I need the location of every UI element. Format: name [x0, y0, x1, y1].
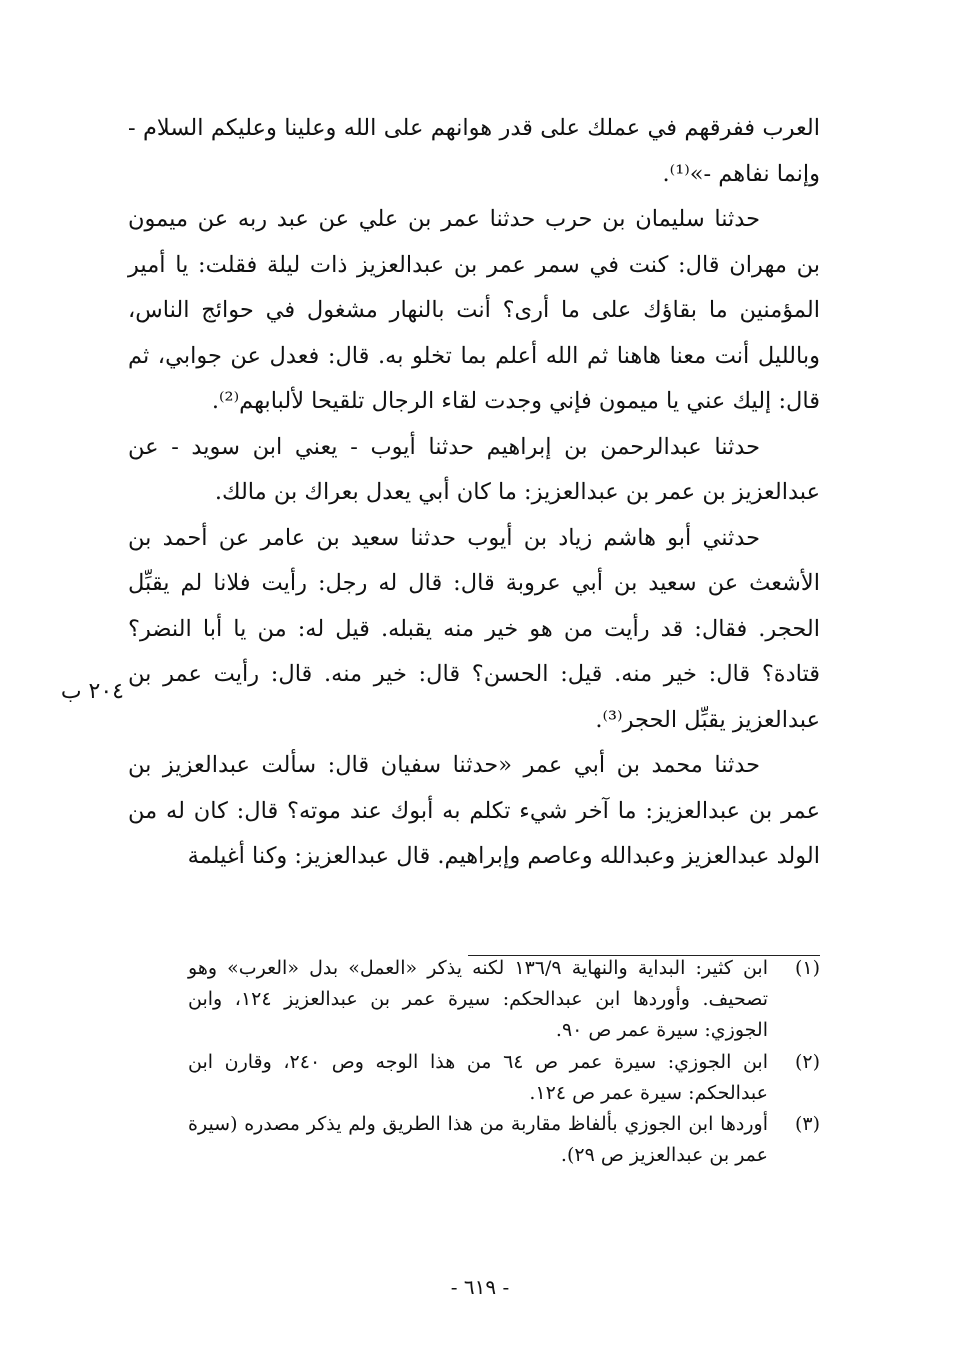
footnote-text: ابن كثير: البداية والنهاية ١٣٦/٩ لكنه يذكر «العمل» بدل «العرب» وهو تصحيف. وأوردها ابن عبدالحكم: سيرة عمر بن عبدالعزيز ١٢٤، وابن الجوزي: سيرة عمر ص ٩٠.: [188, 957, 768, 1042]
footnote-number: (٢): [794, 1050, 820, 1073]
margin-folio-note: ٢٠٤ ب: [60, 679, 124, 704]
paragraph-hajar: حدثني أبو هاشم زياد بن أيوب حدثنا سعيد بن عامر عن أحمد بن الأشعث عن سعيد بن أبي عروبة قال: قال له رجل: رأيت فلانا لم يقبِّل الحجر. فقال: قد رأيت من هو خير منه يقبله. قيل له: من يا أبا النضر؟ قتادة؟ قال: خير منه. قيل: الحسن؟ قال: خير منه. قال: رأيت عمر بن عبدالعزيز يقبِّل الحجر⁽³⁾.: [128, 524, 820, 733]
paragraph-irak: حدثنا عبدالرحمن بن إبراهيم حدثنا أيوب - يعني ابن سويد - عن عبدالعزيز بن عمر بن عبدالعزيز: ما كان أبي يعدل بعراك بن مالك.: [128, 433, 820, 505]
paragraph-last-words: حدثنا محمد بن أبي عمر «حدثنا سفيان قال: سألت عبدالعزيز بن عمر بن عبدالعزيز: ما آخر شيء تكلم به أبوك عند موته؟ قال: كان له من الولد عبدالعزيز وعبدالله وعاصم وإبراهيم. قال عبدالعزيز: وكنا أغيلمة: [128, 752, 820, 869]
page-number: - ٦١٩ -: [450, 1275, 510, 1299]
footnote-1: [188, 953, 820, 1047]
footnote-2: [188, 1047, 820, 1109]
footnote-text: أوردها ابن الجوزي بألفاظ مقاربة من هذا الطريق ولم يذكر مصدره (سيرة عمر بن عبدالعزيز ص ٢٩).: [188, 1113, 768, 1167]
paragraph-continuation: العرب ففرقهم في عملك على قدر هوانهم على الله وعلينا وعليكم السلام - وإنما نفاهم -»⁽¹⁾.: [128, 115, 820, 187]
main-text-top: [128, 106, 820, 743]
footnote-3: [188, 1109, 820, 1171]
main-text-bottom: [128, 743, 820, 880]
footnotes: [188, 953, 820, 1171]
footnote-number: (٣): [794, 1113, 820, 1136]
paragraph-maimun: حدثنا سليمان بن حرب حدثنا عمر بن علي عن عبد ربه عن ميمون بن مهران قال: كنت في سمر عمر بن عبدالعزيز ذات ليلة فقلت: يا أمير المؤمنين ما بقاؤك على ما أرى؟ أنت بالنهار مشغول في حوائج الناس، وبالليل أنت معنا هاهنا ثم الله أعلم بما تخلو به. قال: فعدل عن جوابي، ثم قال: إليك عني يا ميمون فإني وجدت لقاء الرجال تلقيحا لألبابهم⁽²⁾.: [128, 206, 820, 414]
footnote-text: ابن الجوزي: سيرة عمر ص ٦٤ من هذا الوجه وص ٢٤٠، وقارن ابن عبدالحكم: سيرة عمر ص ١٢٤.: [188, 1050, 768, 1104]
footnote-number: (١): [794, 957, 820, 979]
